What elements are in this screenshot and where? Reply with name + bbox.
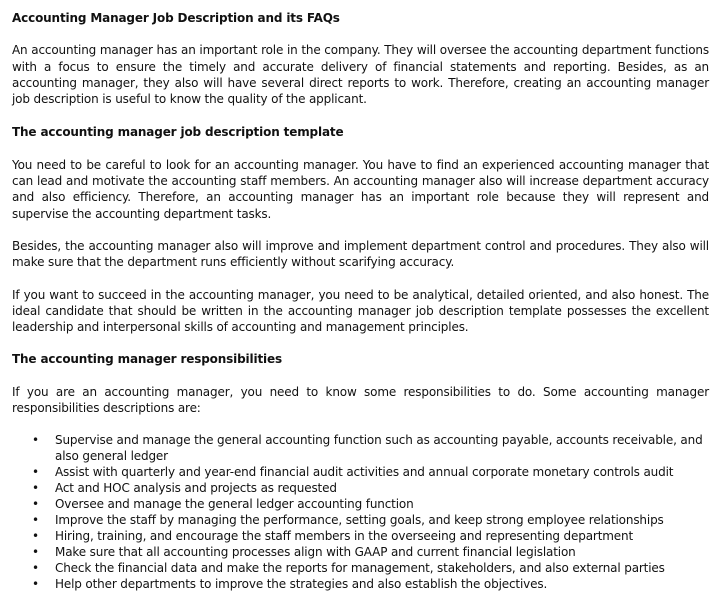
list-item (12, 544, 709, 560)
responsibilities-section-heading: The accounting manager responsibilities (12, 352, 282, 367)
bullet-icon: • (32, 497, 39, 512)
list-item-text: Improve the staff by managing the performance, setting goals, and keep strong employee relationships (55, 513, 664, 528)
list-item-text: Hiring, training, and encourage the staff members in the overseeing and representing department (55, 529, 634, 544)
list-item (12, 464, 709, 480)
template-paragraph-1: You need to be careful to look for an accounting manager. You have to find an experienced accounting manager that can lead and motivate the accounting staff members. An accounting manager also will increase department accuracy and also efficiency. Therefore, an accounting manager has an important role because they will represent and supervise the accounting department tasks. (12, 157, 709, 221)
template-section-heading: The accounting manager job description template (12, 125, 344, 140)
bullet-icon: • (32, 529, 39, 544)
list-item-text: Make sure that all accounting processes align with GAAP and current financial legislation (55, 545, 576, 560)
bullet-icon: • (32, 465, 39, 480)
responsibilities-list (12, 432, 709, 592)
bullet-icon: • (32, 545, 39, 560)
template-paragraph-3: If you want to succeed in the accounting manager, you need to be analytical, detailed oriented, and also honest. The ideal candidate that should be written in the accounting manager job description template possesses the excellent leadership and interpersonal skills of accounting and management principles. (12, 287, 709, 335)
responsibilities-intro: If you are an accounting manager, you need to know some responsibilities to do. Some accounting manager responsibilities descriptions are: (12, 384, 709, 416)
list-item (12, 432, 709, 464)
bullet-icon: • (32, 433, 39, 448)
list-item (12, 480, 709, 496)
bullet-icon: • (32, 513, 39, 528)
intro-paragraph: An accounting manager has an important role in the company. They will oversee the accounting department functions with a focus to ensure the timely and accurate delivery of financial statements and reporting. Besides, as an accounting manager, they also will have several direct reports to work. Therefore, creating an accounting manager job description is useful to know the quality of the applicant. (12, 43, 709, 107)
list-item (12, 512, 709, 528)
bullet-icon: • (32, 481, 39, 496)
list-item-text: Help other departments to improve the strategies and also establish the objectives. (55, 577, 548, 592)
document-title: Accounting Manager Job Description and its FAQs (12, 11, 340, 25)
list-item-text: Act and HOC analysis and projects as requested (55, 481, 337, 496)
bullet-icon: • (32, 561, 39, 576)
list-item-text: Supervise and manage the general accounting function such as accounting payable, accounts receivable, and also general ledger (55, 433, 703, 464)
template-paragraph-2: Besides, the accounting manager also will improve and implement department control and procedures. They also will make sure that the department runs efficiently without scarifying accuracy. (12, 238, 709, 270)
bullet-icon: • (32, 577, 39, 592)
list-item (12, 576, 709, 592)
list-item-text: Assist with quarterly and year-end financial audit activities and annual corporate monetary controls audit (55, 465, 674, 480)
list-item (12, 496, 709, 512)
list-item (12, 560, 709, 576)
list-item (12, 528, 709, 544)
list-item-text: Oversee and manage the general ledger accounting function (55, 497, 414, 512)
list-item-text: Check the financial data and make the reports for management, stakeholders, and also external parties (55, 561, 665, 576)
